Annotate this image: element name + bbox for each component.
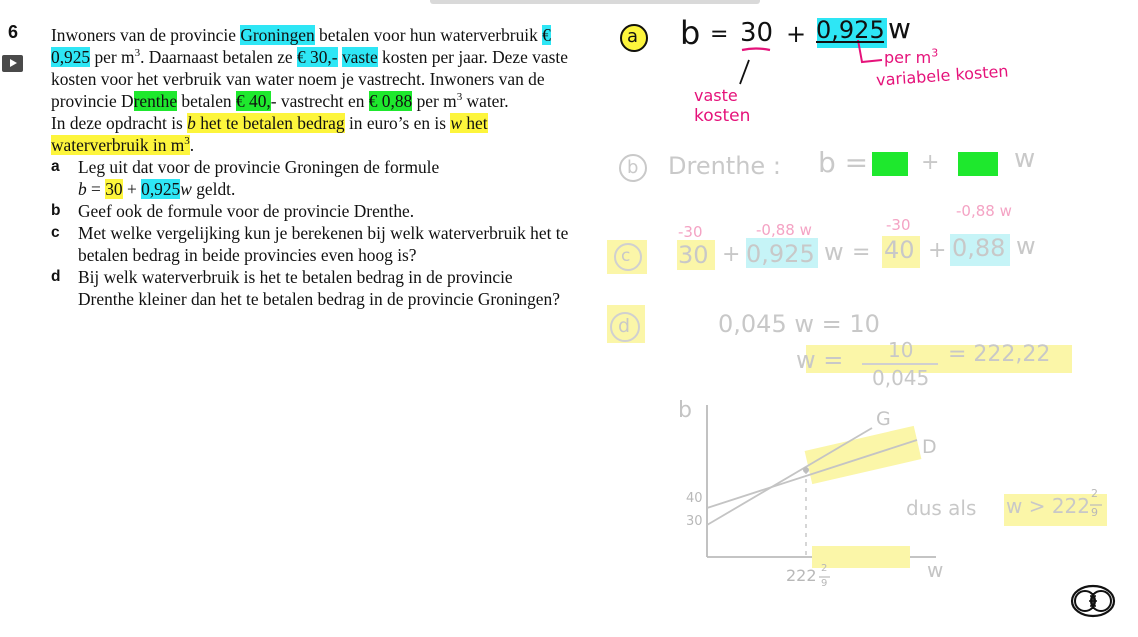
- hw-c-m30b: -30: [886, 216, 911, 234]
- graph-tick-40: 40: [686, 491, 703, 506]
- hw-a-label: a: [627, 26, 639, 47]
- graph-y-label: b: [678, 398, 692, 423]
- question-part-a: a Leg uit dat voor de provincie Groningen de formule b = 30 + 0,925w geldt.: [51, 157, 440, 199]
- intersection-point: [803, 467, 809, 473]
- hw-kosten: kosten: [694, 106, 751, 126]
- hw-a-w: w: [888, 12, 911, 45]
- hw-c-40: 40: [884, 236, 915, 264]
- hw-b-formula: b =: [818, 146, 869, 179]
- hw-c-plus2: +: [928, 238, 947, 263]
- hl-b-40: [872, 152, 908, 176]
- highlight-vaste: vaste: [341, 47, 378, 67]
- hw-b-drenthe: Drenthe :: [668, 152, 781, 180]
- hw-c-30: 30: [678, 241, 709, 269]
- hw-d-result: = 222,22: [948, 342, 1051, 367]
- hw-condition: w > 222: [1006, 494, 1091, 518]
- hw-variabele-kosten: variabele kosten: [875, 61, 1010, 90]
- hw-c-plus1: +: [722, 242, 741, 267]
- graph-x-label: w: [927, 558, 944, 582]
- assignment-text: In deze opdracht is b het te betalen bedrag in euro’s en is w het waterverbruik in $m^3$.: [51, 113, 488, 155]
- hw-a-eq: =: [710, 22, 729, 47]
- hw-c-w1: w: [824, 238, 844, 266]
- graph-x-num: 2: [821, 563, 828, 574]
- problem-intro: Inwoners van de provincie Groningen betalen voor hun waterverbruik € 0,925 per $m^3$. Daarnaast betalen ze € 30,- vaste kosten per jaar. Deze vaste kosten voor het verbruik van water noem je vastrecht. Inwoners van de provincie Drenthe betalen € 40,- vastrecht en € 0,88 per $m^3$ water.: [51, 25, 568, 111]
- hw-cond-den: 9: [1091, 506, 1098, 519]
- hw-a-coef: 0,925: [816, 16, 885, 44]
- highlight-drenthe: renthe: [133, 91, 178, 111]
- hw-d-w-eq: w =: [796, 346, 844, 374]
- hw-c-label: c: [621, 246, 631, 266]
- hw-c-m30: -30: [678, 223, 703, 241]
- hw-b-label: b: [627, 157, 639, 178]
- hw-c-m088b: -0,88 w: [956, 202, 1012, 220]
- arrow-vaste: [740, 60, 749, 84]
- highlight-price-groningen: € 0,925: [51, 25, 551, 67]
- hw-b-w: w: [1014, 144, 1036, 174]
- highlight-price-drenthe: € 0,88: [368, 91, 413, 111]
- question-part-c: c Met welke vergelijking kun je berekenen bij welk waterverbruik het te betalen bedrag in beide provincies even hoog is?: [51, 223, 569, 265]
- graph-tick-30: 30: [686, 514, 703, 529]
- hw-d-den: 0,045: [872, 366, 930, 390]
- hw-b-plus: +: [921, 150, 940, 175]
- brand-logo-icon[interactable]: [1072, 586, 1114, 616]
- hw-d-label: d: [618, 315, 631, 337]
- hl-graph-intersection: [805, 426, 922, 484]
- graph-label-g: G: [876, 408, 891, 430]
- question-part-b: b Geef ook de formule voor de provincie Drenthe.: [51, 201, 415, 221]
- hw-per-m3: per $m^3$: [884, 46, 939, 67]
- hw-a-30: 30: [740, 18, 774, 48]
- question-number: 6: [8, 22, 19, 42]
- graph-label-d: D: [922, 436, 937, 458]
- question-part-d: d Bij welk waterverbruik is het te betalen bedrag in de provincie Drenthe kleiner dan het te betalen bedrag in de provincie Groningen?: [51, 267, 560, 309]
- highlight-fixed-groningen: € 30,-: [297, 47, 338, 67]
- hw-vaste: vaste: [694, 86, 738, 105]
- hw-a-b: b: [680, 14, 701, 52]
- hw-c-0925: 0,925: [746, 240, 815, 268]
- highlight-groningen: Groningen: [240, 25, 315, 45]
- highlight-fixed-drenthe: € 40,: [235, 91, 271, 111]
- hw-conclusion: dus als: [906, 496, 977, 520]
- hw-d-num: 10: [888, 338, 914, 362]
- graph-x-value: 222: [786, 566, 817, 585]
- hw-c-088: 0,88: [952, 234, 1006, 262]
- hw-a-plus: +: [786, 20, 807, 48]
- hw-cond-num: 2: [1091, 487, 1098, 500]
- hw-c-w2: w: [1016, 232, 1036, 260]
- hl-b-088: [958, 152, 998, 176]
- hw-d-line1: 0,045 w = 10: [718, 310, 880, 338]
- hw-c-eq: =: [852, 240, 871, 265]
- line-groningen: [707, 428, 872, 525]
- underline-30: [742, 49, 770, 51]
- graph-x-den: 9: [821, 578, 828, 589]
- hw-c-m088: -0,88 w: [756, 221, 812, 239]
